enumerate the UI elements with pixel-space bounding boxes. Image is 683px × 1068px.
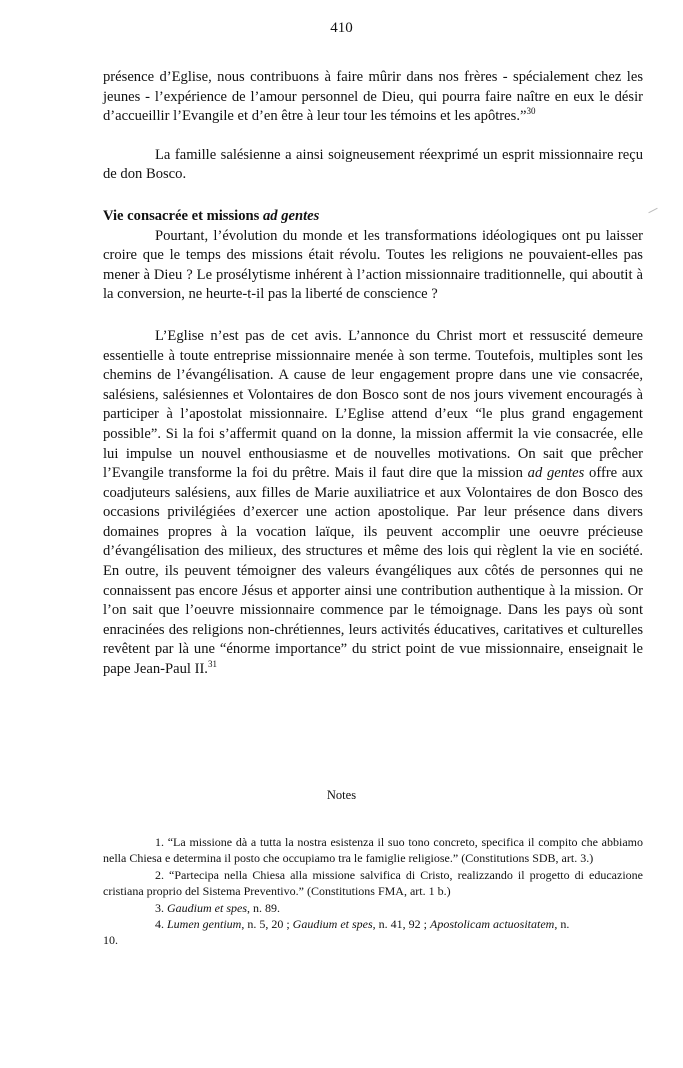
notes-title: Notes: [326, 788, 357, 802]
paragraph-4-text-b: offre aux coadjuteurs salésiens, aux filles de Marie auxiliatrice et aux Volontaires de don Bosco des occasions privilégiées d’exercer une action apostolique. Par leur présence dans divers domaines propres à la vocation laïque, ils peuvent accomplir une oeuvre précieuse d’évangélisation des milieux, des structures et même des lois qui règlent la vie en société. En outre, ils peuvent témoigner des valeurs évangéliques aux côtés de personnes qui ne connaissent pas encore Jésus et apporter ainsi une contribution authentique à la mission. Or l’on sait que l’oeuvre missionnaire commence par le témoignage. Dans les pays où sont enracinées des religions non-chrétiennes, leurs activités éducatives, caritatives et culturelles revêtent par là une “énorme importance” du strict point de vue missionnaire, enseignait le pape Jean-Paul II.: [103, 465, 643, 678]
paragraph-1-text: présence d’Eglise, nous contribuons à faire mûrir dans nos frères - spécialement chez les jeunes - l’expérience de l’amour personnel de Dieu, qui pourra faire naître en eux le désir d’accueillir l’Evangile et d’en être à leur tour les témoins et les apôtres.”: [103, 69, 643, 125]
note-4-ref-2: , n. 41, 92 ;: [372, 917, 431, 932]
notes-list: [103, 834, 643, 949]
section-heading-italic: ad gentes: [262, 207, 320, 224]
scan-mark: [648, 208, 657, 214]
note-4-title-2: Gaudium et spes: [292, 917, 373, 932]
note-3-title: Gaudium et spes: [167, 900, 247, 915]
note-4: [103, 916, 643, 932]
note-3: [103, 900, 643, 916]
paragraph-1: [103, 68, 643, 127]
paragraph-4-text-a: L’Eglise n’est pas de cet avis. L’annonce du Christ mort et ressuscité demeure essentielle à toute entreprise missionnaire menée à son terme. Toutefois, multiples sont les chemins de l’évangélisation. A cause de leur engagement propre dans une vie consacrée, salésiens, salésiennes et Volontaires de don Bosco sont de nos jours vivement encouragés à participer à l’apostolat missionnaire. L’Eglise attend d’eux “le plus grand engagement possible”. Si la foi s’affermit quand on la donne, la mission affermit la vie consacrée, elle lui impulse un nouvel enthousiasme et de nouvelles motivations. On sait que prêcher l’Evangile transforme la foi du prêtre. Mais il faut dire que la mission: [103, 327, 643, 482]
note-4-title-1: Lumen gentium: [167, 917, 242, 932]
paragraph-3: Pourtant, l’évolution du monde et les transformations idéologiques ont pu laisser croire que le temps des missions était révolu. Toutes les religions ne pouvaient-elles pas mener à Dieu ? Le prosélytisme inhérent à l’action missionnaire traditionnelle, qui aboutit à la conversion, ne heurte-t-il pas la liberté de conscience ?: [103, 227, 643, 303]
note-3-number: 3.: [155, 900, 167, 915]
paragraph-4-italic: ad gentes: [527, 465, 585, 482]
note-4-title-3: Apostolicam actuositatem: [430, 917, 555, 932]
paragraph-4: [103, 327, 643, 680]
note-4-ref-3: , n.: [554, 917, 570, 932]
footnote-ref-30: 30: [526, 106, 536, 117]
note-4-number: 4.: [155, 917, 167, 932]
note-4-ref-1: , n. 5, 20 ;: [241, 917, 293, 932]
main-text: [103, 68, 643, 680]
section-heading-text: Vie consacrée et missions: [103, 207, 263, 224]
section-heading: [103, 207, 643, 227]
paragraph-2: La famille salésienne a ainsi soigneusement réexprimé un esprit missionnaire reçu de don Bosco.: [103, 146, 643, 183]
page-number: 410: [330, 20, 353, 36]
note-3-rest: , n. 89.: [247, 900, 280, 915]
note-2: 2. “Partecipa nella Chiesa alla missione salvifica di Cristo, realizzando il progetto di educazione cristiana proprio del Sistema Preventivo.” (Constitutions FMA, art. 1 b.): [103, 867, 643, 899]
footnote-ref-31: 31: [207, 659, 217, 670]
note-1: 1. “La missione dà a tutta la nostra esistenza il suo tono concreto, specifica il compito che abbiamo nella Chiesa e determina il posto che occupiamo tra le famiglie religiose.” (Constitutions SDB, art. 3.): [103, 835, 643, 866]
note-4-continuation: 10.: [103, 933, 118, 948]
